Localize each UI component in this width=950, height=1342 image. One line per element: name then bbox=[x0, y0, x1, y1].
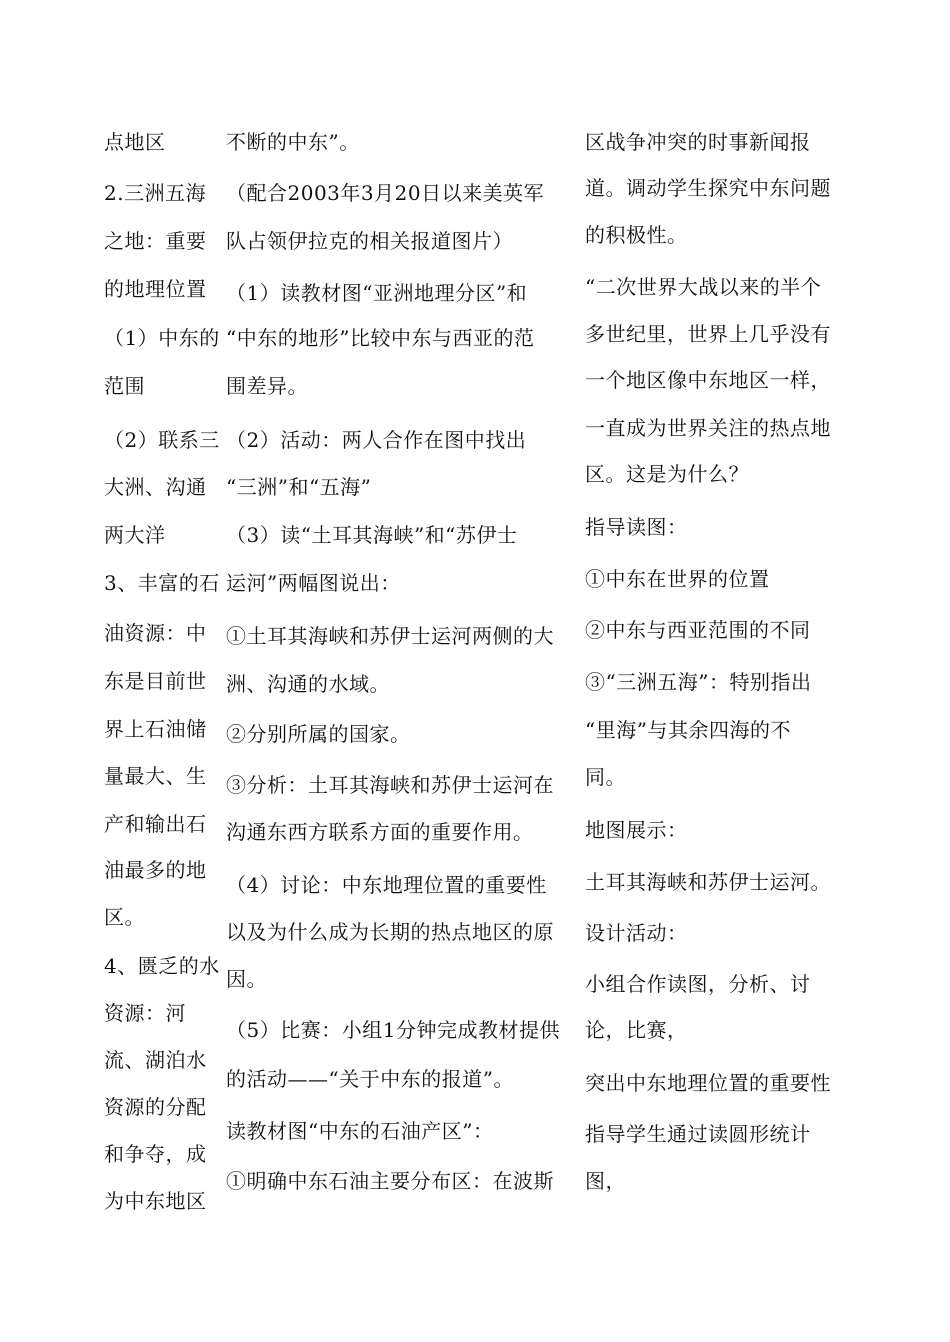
col1-line: 的地理位置 bbox=[104, 277, 207, 301]
col1-line: 点地区 bbox=[104, 130, 166, 154]
col2-line: 不断的中东”。 bbox=[226, 130, 360, 154]
col3-line: ②中东与西亚范围的不同 bbox=[585, 618, 811, 642]
col3-line: 区战争冲突的时事新闻报 bbox=[585, 130, 811, 154]
col3-line: 指导读图： bbox=[585, 515, 688, 539]
col2-line: （3）读“土耳其海峡”和“苏伊士 bbox=[226, 523, 518, 547]
col3-line: 一直成为世界关注的热点地 bbox=[585, 416, 831, 440]
col2-line: ①土耳其海峡和苏伊士运河两侧的大 bbox=[226, 624, 554, 648]
col3-line: 论，比赛， bbox=[585, 1018, 688, 1042]
col3-line: ①中东在世界的位置 bbox=[585, 567, 770, 591]
col1-line: 和争夺，成 bbox=[104, 1142, 207, 1166]
col3-line: 一个地区像中东地区一样， bbox=[585, 368, 831, 392]
col1-line: 流、湖泊水 bbox=[104, 1048, 207, 1072]
col2-line: （配合2003年3月20日以来美英军 bbox=[226, 181, 545, 205]
col3-line: 多世纪里，世界上几乎没有 bbox=[585, 322, 831, 346]
col1-line: 之地：重要 bbox=[104, 229, 207, 253]
col3-line: “二次世界大战以来的半个 bbox=[585, 275, 822, 299]
col1-line: （1）中东的 bbox=[104, 326, 220, 350]
col1-line: （2）联系三 bbox=[104, 428, 220, 452]
col3-line: 图， bbox=[585, 1169, 626, 1193]
col1-line: 范围 bbox=[104, 374, 145, 398]
col1-line: 油最多的地 bbox=[104, 858, 207, 882]
col2-line: （2）活动：两人合作在图中找出 bbox=[226, 428, 527, 452]
col2-line: “中东的地形”比较中东与西亚的范 bbox=[226, 326, 535, 350]
col2-line: 队占领伊拉克的相关报道图片） bbox=[226, 229, 513, 253]
col1-line: 区。 bbox=[104, 905, 145, 929]
col1-line: 产和输出石 bbox=[104, 812, 207, 836]
col2-line: ①明确中东石油主要分布区：在波斯 bbox=[226, 1169, 554, 1193]
col3-line: “里海”与其余四海的不 bbox=[585, 718, 791, 742]
col1-line: 3、丰富的石 bbox=[104, 571, 220, 595]
col2-line: 的活动——“关于中东的报道”。 bbox=[226, 1067, 514, 1091]
col3-line: 的积极性。 bbox=[585, 223, 688, 247]
col1-line: 为中东地区 bbox=[104, 1189, 207, 1213]
col1-line: 资源：河 bbox=[104, 1001, 186, 1025]
col2-line: （1）读教材图“亚洲地理分区”和 bbox=[226, 281, 528, 305]
col1-line: 油资源：中 bbox=[104, 621, 207, 645]
col2-line: （4）讨论：中东地理位置的重要性 bbox=[226, 873, 547, 897]
col1-line: 资源的分配 bbox=[104, 1095, 207, 1119]
col3-line: ③“三洲五海”：特别指出 bbox=[585, 670, 812, 694]
col2-line: （5）比赛：小组1分钟完成教材提供 bbox=[226, 1018, 560, 1042]
col3-line: 同。 bbox=[585, 765, 626, 789]
col2-line: ②分别所属的国家。 bbox=[226, 722, 411, 746]
col2-line: 洲、沟通的水域。 bbox=[226, 672, 390, 696]
col2-line: 因。 bbox=[226, 967, 267, 991]
col2-line: “三洲”和“五海” bbox=[226, 475, 372, 499]
col1-line: 4、匮乏的水 bbox=[104, 954, 220, 978]
col3-line: 地图展示： bbox=[585, 818, 688, 842]
col3-line: 区。这是为什么？ bbox=[585, 462, 749, 486]
col2-line: 以及为什么成为长期的热点地区的原 bbox=[226, 920, 554, 944]
col3-line: 突出中东地理位置的重要性 bbox=[585, 1071, 831, 1095]
col1-line: 量最大、生 bbox=[104, 764, 207, 788]
col2-line: ③分析：土耳其海峡和苏伊士运河在 bbox=[226, 773, 554, 797]
col1-line: 大洲、沟通 bbox=[104, 475, 207, 499]
col3-line: 土耳其海峡和苏伊士运河。 bbox=[585, 870, 831, 894]
col3-line: 指导学生通过读圆形统计 bbox=[585, 1122, 811, 1146]
col2-line: 读教材图“中东的石油产区”： bbox=[226, 1119, 494, 1143]
col1-line: 2.三洲五海 bbox=[104, 181, 207, 205]
col2-line: 沟通东西方联系方面的重要作用。 bbox=[226, 820, 534, 844]
col3-line: 设计活动： bbox=[585, 921, 688, 945]
col2-line: 围差异。 bbox=[226, 374, 308, 398]
col3-line: 小组合作读图，分析、讨 bbox=[585, 972, 811, 996]
col2-line: 运河”两幅图说出： bbox=[226, 571, 401, 595]
col1-line: 东是目前世 bbox=[104, 669, 207, 693]
col3-line: 道。调动学生探究中东问题 bbox=[585, 176, 831, 200]
col1-line: 界上石油储 bbox=[104, 717, 207, 741]
col1-line: 两大洋 bbox=[104, 523, 166, 547]
